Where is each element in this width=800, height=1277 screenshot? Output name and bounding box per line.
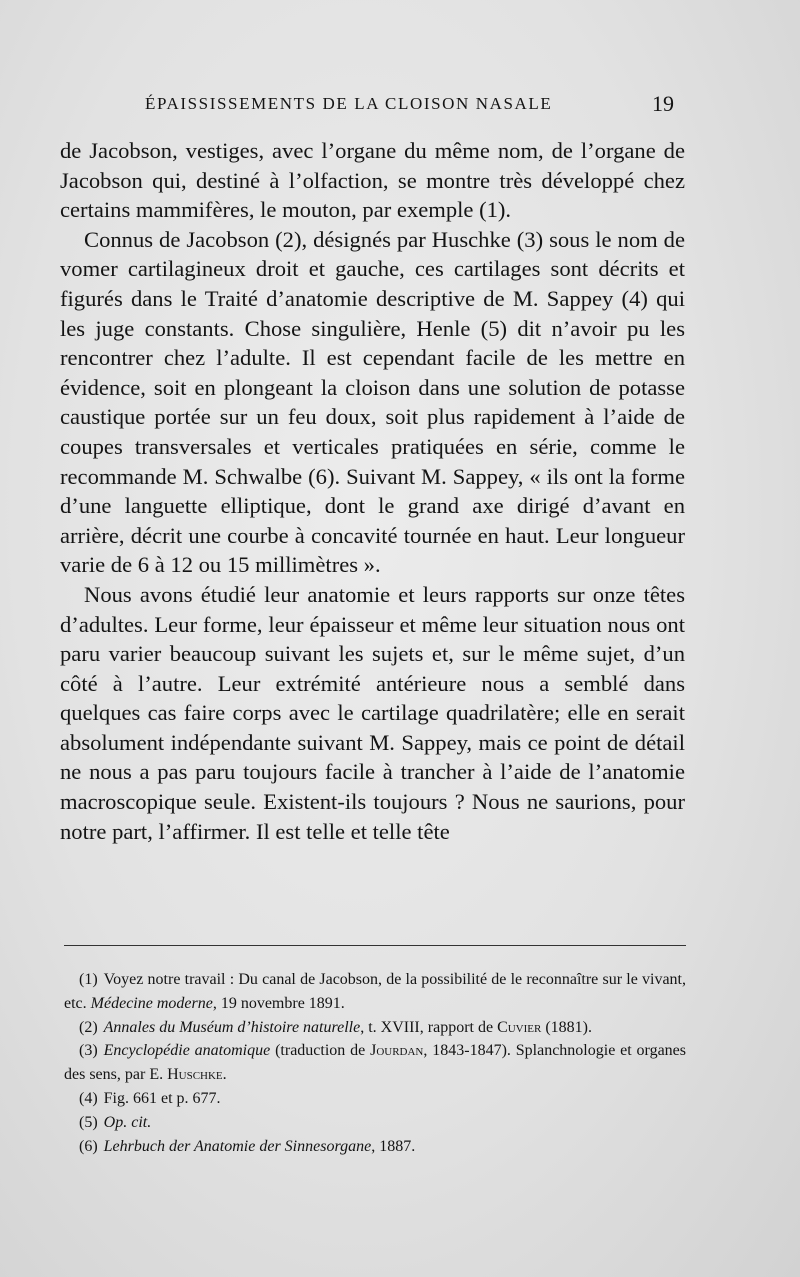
footnote-number: (6) — [79, 1137, 98, 1155]
footnote-text: Lehrbuch der Anatomie der Sinnesorgane — [103, 1137, 372, 1155]
page-number: 19 — [652, 91, 674, 116]
footnote-text: (traduction de — [270, 1042, 371, 1060]
footnote-text: Jourdan — [370, 1042, 424, 1060]
paragraph: Connus de Jacobson (2), désignés par Huschke (3) sous le nom de vomer cartilagineux droit et gauche, ces cartilages sont décrits et figurés dans le Traité d’anatomie descriptive de M. Sappey (4) qui les juge constants. Chose singulière, Henle (5) dit n’avoir pu les rencontrer chez l’adulte. Il est cependant facile de les mettre en évidence, soit en plongeant la cloison dans une solution de potasse caustique portée sur un feu doux, soit plus rapidement à l’aide de coupes transversales et verticales pratiquées en série, comme le recommande M. Schwalbe (6). Suivant M. Sappey, « ils ont la forme d’une languette elliptique, dont le grand axe dirigé d’avant en arrière, décrit une courbe à concavité tournée en haut. Leur longueur varie de 6 à 12 ou 15 millimètres ». — [60, 226, 685, 578]
footnote-divider — [64, 945, 686, 946]
footnotes — [64, 968, 686, 1158]
footnote-text: Huschke — [167, 1066, 223, 1084]
footnote — [64, 1111, 686, 1135]
footnote-text: Annales du Muséum d’histoire naturelle — [103, 1018, 361, 1036]
footnote — [64, 968, 686, 1016]
main-text — [60, 136, 685, 846]
footnote-text: , 19 novembre 1891. — [212, 994, 345, 1012]
paragraph: Nous avons étudié leur anatomie et leurs rapports sur onze têtes d’adultes. Leur forme, leur épaisseur et même leur situation nous ont paru varier beaucoup suivant les sujets et, sur le même sujet, d’un côté à l’autre. Leur extrémité antérieure nous a semblé dans quelques cas faire corps avec le cartilage quadrilatère; elle en serait absolument indépendante suivant M. Sappey, mais ce point de détail ne nous a pas paru toujours facile à trancher à l’aide de l’anatomie macroscopique seule. Existent-ils toujours ? Nous ne saurions, pour notre part, l’affirmer. Il est telle et telle tête — [60, 581, 685, 844]
footnote-number: (3) — [79, 1042, 98, 1060]
footnote-number: (5) — [79, 1113, 98, 1131]
footnote-text: (1881). — [541, 1018, 592, 1036]
footnote-text: , 1887. — [371, 1137, 416, 1155]
running-title: ÉPAISSISSEMENTS DE LA CLOISON NASALE — [145, 94, 553, 113]
footnote — [64, 1087, 686, 1111]
footnote-text: Encyclopédie anatomique — [103, 1042, 271, 1060]
footnote-text: Médecine moderne — [90, 994, 213, 1012]
footnote-text: Op. cit. — [103, 1113, 152, 1131]
paragraph: de Jacobson, vestiges, avec l’organe du même nom, de l’organe de Jacobson qui, destiné à l’olfaction, se montre très développé chez certains mammifères, le mouton, par exemple (1). — [60, 138, 685, 223]
footnote — [64, 1039, 686, 1087]
footnote-number: (2) — [79, 1018, 98, 1036]
footnote-number: (4) — [79, 1089, 98, 1107]
footnote-text: . — [222, 1066, 227, 1084]
footnote-text: , 1843-1847). Splanchnologie et organes des sens, par E. — [64, 1042, 687, 1084]
footnote-text: Voyez notre travail : Du canal de Jacobson, de la possibilité de le reconnaître sur le vivant, etc. — [64, 971, 686, 1012]
footnote — [64, 1016, 686, 1040]
footnote — [64, 1135, 686, 1159]
footnote-number: (1) — [79, 971, 98, 988]
footnote-text: Fig. 661 et p. 677. — [103, 1089, 221, 1107]
footnote-text: Cuvier — [497, 1018, 542, 1036]
footnote-text: , t. XVIII, rapport de — [360, 1018, 498, 1036]
